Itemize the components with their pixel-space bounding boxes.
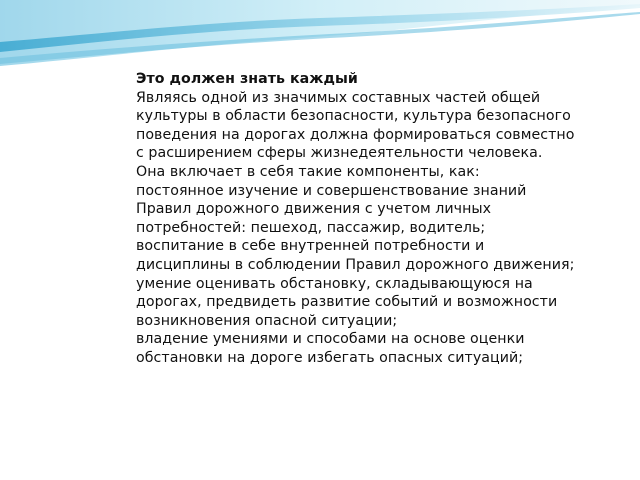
header-wave-decoration — [0, 0, 640, 80]
intro-paragraph: Являясь одной из значимых составных частей общей культуры в области безопасности, культура безопасного поведения на дорогах должна формироваться совместно с расширением сферы жизнедеятельности человека. Она включает в себя такие компоненты, как: — [136, 89, 575, 180]
slide-text-block — [136, 70, 576, 368]
component-item-2: воспитание в себе внутренней потребности и дисциплины в соблюдении Правил дорожного движения; — [136, 238, 575, 273]
component-item-4: владение умениями и способами на основе оценки обстановки на дороге избегать опасных ситуаций; — [136, 331, 525, 366]
slide-title: Это должен знать каждый — [136, 71, 358, 87]
component-item-1: постоянное изучение и совершенствование знаний Правил дорожного движения с учетом личных потребностей: пешеход, пассажир, водитель; — [136, 182, 527, 236]
component-item-3: умение оценивать обстановку, складывающуюся на дорогах, предвидеть развитие событий и возможности возникновения опасной ситуации; — [136, 275, 558, 329]
